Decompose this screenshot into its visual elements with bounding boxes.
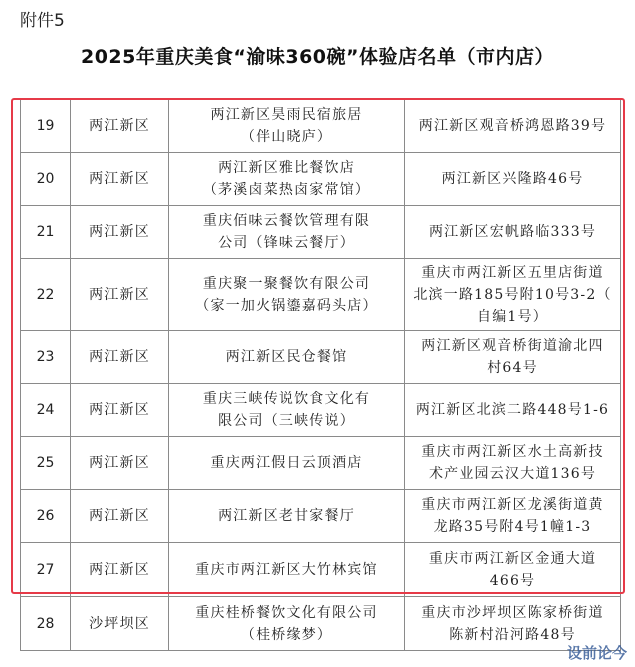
- row-shop-name: 重庆佰味云餐饮管理有限 公司（锋味云餐厅）: [169, 206, 405, 259]
- row-address: 两江新区宏帆路临333号: [405, 206, 621, 259]
- table-row: [21, 99, 621, 153]
- row-district: 两江新区: [71, 384, 169, 437]
- row-shop-name: 两江新区雅比餐饮店 （茅溪卤菜热卤家常馆）: [169, 153, 405, 206]
- row-number: 27: [21, 543, 71, 597]
- table-row: [21, 153, 621, 206]
- row-district: 沙坪坝区: [71, 597, 169, 651]
- row-address: 两江新区北滨二路448号1-6: [405, 384, 621, 437]
- table-row: [21, 384, 621, 437]
- row-shop-name: 重庆聚一聚餐饮有限公司 （家一加火锅鎏嘉码头店）: [169, 259, 405, 331]
- table-row: [21, 543, 621, 597]
- row-shop-name: 重庆市两江新区大竹林宾馆: [169, 543, 405, 597]
- shop-list-table: [20, 98, 621, 651]
- row-address: 重庆市两江新区龙溪街道黄 龙路35号附4号1幢1-3: [405, 490, 621, 543]
- row-shop-name: 两江新区民仓餐馆: [169, 331, 405, 384]
- row-number: 25: [21, 437, 71, 490]
- row-address: 重庆市沙坪坝区陈家桥街道 陈新村沿河路48号: [405, 597, 621, 651]
- row-shop-name: 两江新区老甘家餐厅: [169, 490, 405, 543]
- table-row: [21, 259, 621, 331]
- row-shop-name: 重庆两江假日云顶酒店: [169, 437, 405, 490]
- row-district: 两江新区: [71, 490, 169, 543]
- row-district: 两江新区: [71, 437, 169, 490]
- attachment-label: 附件5: [20, 11, 65, 31]
- row-shop-name: 重庆三峡传说饮食文化有 限公司（三峡传说）: [169, 384, 405, 437]
- row-address: 两江新区观音桥街道渝北四 村64号: [405, 331, 621, 384]
- row-district: 两江新区: [71, 259, 169, 331]
- row-address: 两江新区观音桥鸿恩路39号: [405, 99, 621, 153]
- row-district: 两江新区: [71, 543, 169, 597]
- row-shop-name: 重庆桂桥餐饮文化有限公司 （桂桥缘梦）: [169, 597, 405, 651]
- row-district: 两江新区: [71, 99, 169, 153]
- row-number: 24: [21, 384, 71, 437]
- row-number: 23: [21, 331, 71, 384]
- row-address: 重庆市两江新区五里店街道 北滨一路185号附10号3-2（ 自编1号）: [405, 259, 621, 331]
- row-number: 28: [21, 597, 71, 651]
- row-number: 26: [21, 490, 71, 543]
- row-number: 21: [21, 206, 71, 259]
- row-district: 两江新区: [71, 331, 169, 384]
- page-title: 2025年重庆美食“渝味360碗”体验店名单（市内店）: [80, 46, 555, 68]
- watermark: 设前论今: [566, 644, 627, 662]
- row-number: 19: [21, 99, 71, 153]
- row-number: 22: [21, 259, 71, 331]
- row-district: 两江新区: [71, 206, 169, 259]
- row-shop-name: 两江新区昊雨民宿旅居 （伴山晓庐）: [169, 99, 405, 153]
- row-number: 20: [21, 153, 71, 206]
- row-address: 两江新区兴隆路46号: [405, 153, 621, 206]
- row-address: 重庆市两江新区金通大道 466号: [405, 543, 621, 597]
- table-row: [21, 437, 621, 490]
- row-district: 两江新区: [71, 153, 169, 206]
- table-row: [21, 331, 621, 384]
- table-row: [21, 597, 621, 651]
- table-row: [21, 206, 621, 259]
- table-row: [21, 490, 621, 543]
- row-address: 重庆市两江新区水土高新技 术产业园云汉大道136号: [405, 437, 621, 490]
